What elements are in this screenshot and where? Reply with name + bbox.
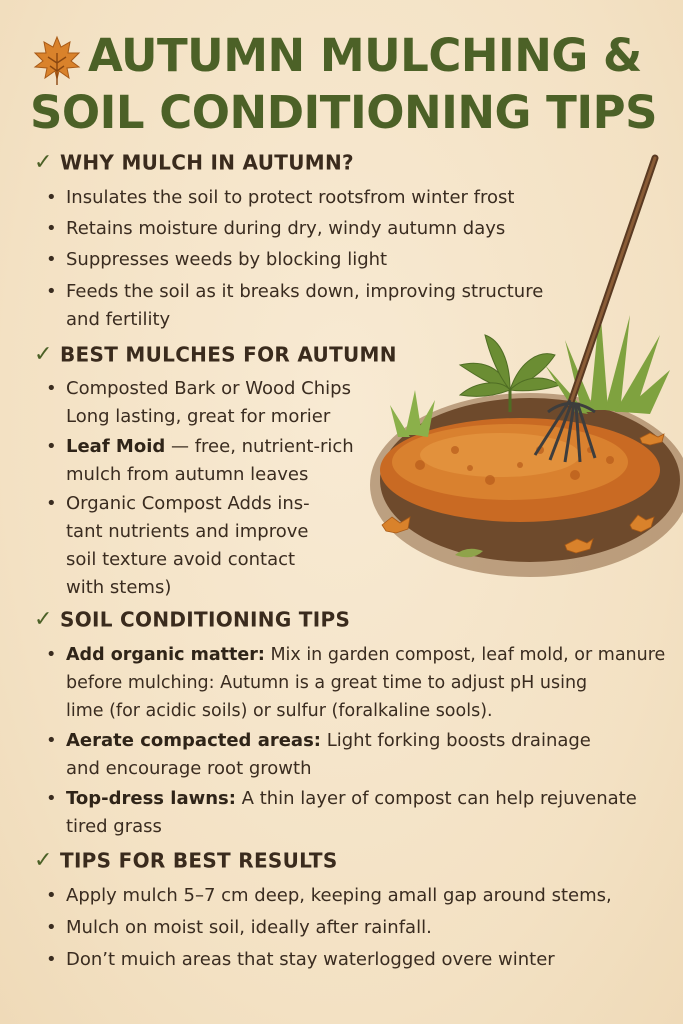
checkmark-icon: ✓ [34, 607, 53, 632]
checkmark-icon: ✓ [34, 848, 53, 873]
checkmark-icon: ✓ [34, 150, 53, 175]
section-heading-tips: ✓ TIPS FOR BEST RESULTS [34, 848, 338, 873]
section-heading-why: ✓ WHY MULCH IN AUTUMN? [34, 150, 354, 175]
title-line-1: AUTUMN MULCHING & [88, 29, 642, 82]
section-heading-soil: ✓ SOIL CONDITIONING TIPS [34, 607, 351, 632]
checkmark-icon: ✓ [34, 342, 53, 367]
title-line-2: SOIL CONDITIONING TIPS [30, 86, 657, 139]
section-heading-best: ✓ BEST MULCHES FOR AUTUMN [34, 342, 397, 367]
autumn-leaf-icon [30, 33, 84, 87]
